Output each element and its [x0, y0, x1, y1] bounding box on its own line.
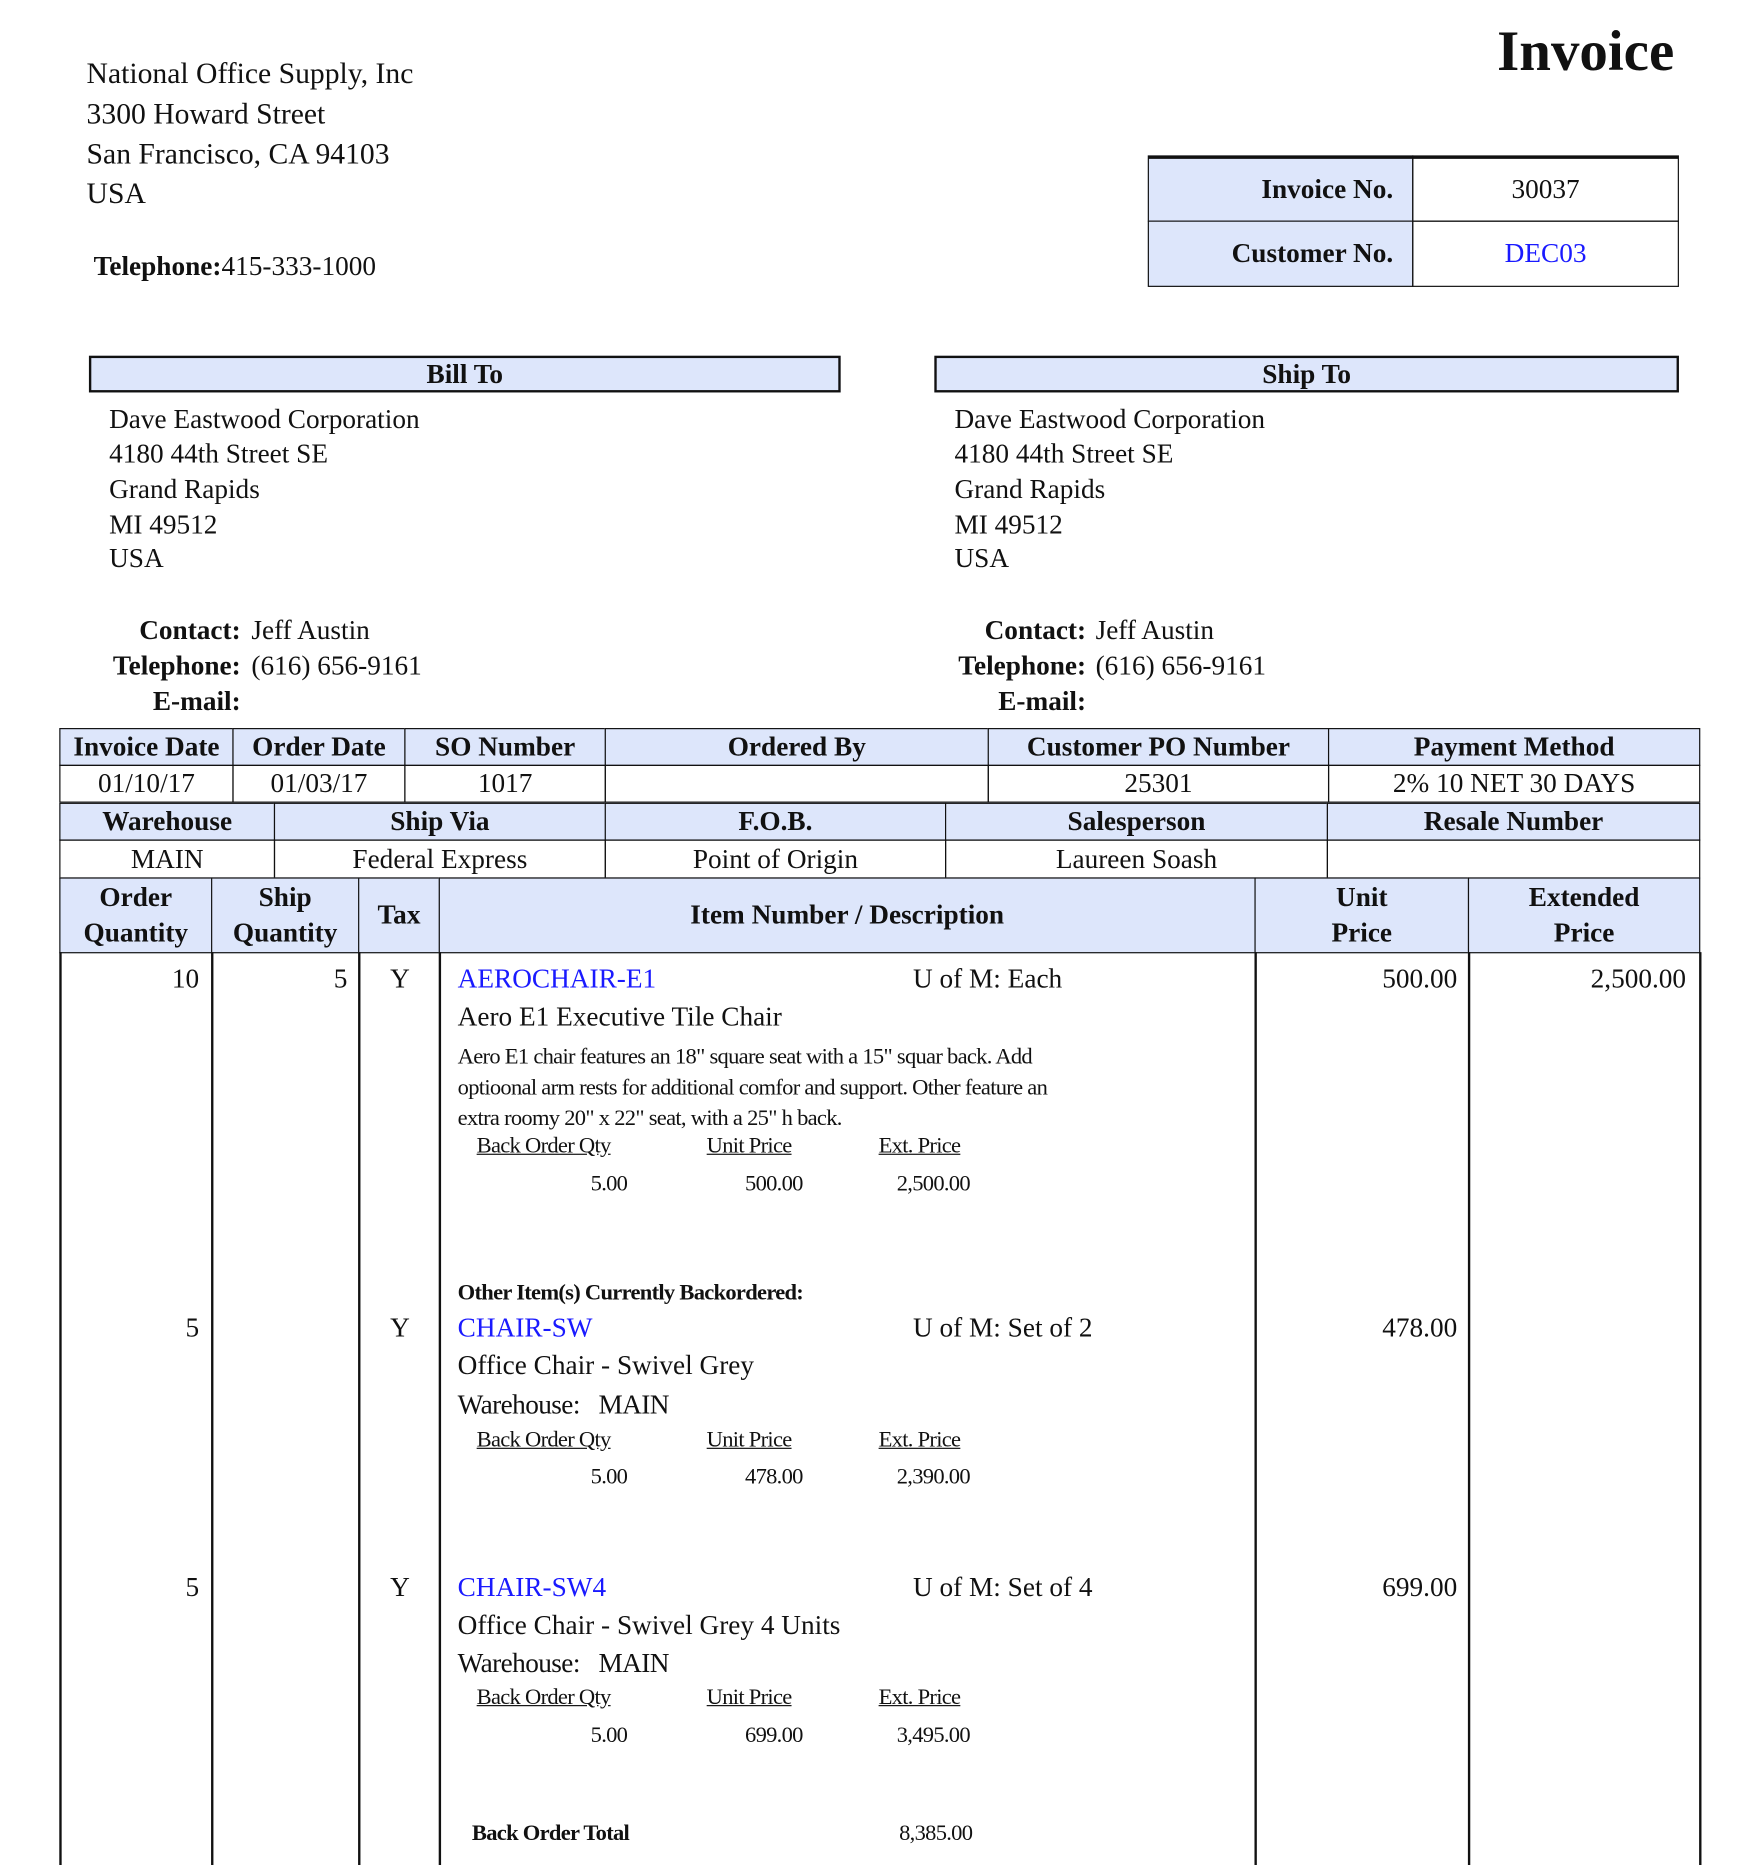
company-phone-label: Telephone:	[93, 251, 222, 282]
bill-contact: Jeff Austin	[251, 615, 370, 646]
text: Unit	[1336, 882, 1388, 912]
ship-to-line: USA	[954, 543, 1010, 573]
header-customer-po: Customer PO Number	[988, 728, 1329, 766]
bo-unit-label: Unit Price	[706, 1427, 792, 1453]
bill-to-line: Grand Rapids	[109, 474, 260, 504]
tax-flag: Y	[390, 1572, 410, 1602]
invoice-title: Invoice	[1497, 20, 1675, 83]
company-name: National Office Supply, Inc	[86, 58, 414, 91]
ship-contact-label: Contact:	[984, 615, 1087, 646]
column-divider	[1468, 952, 1470, 1865]
unit-of-measure: U of M: Set of 4	[912, 1572, 1093, 1602]
bo-qty-label: Back Order Qty	[476, 1684, 611, 1710]
header-salesperson: Salesperson	[945, 803, 1328, 841]
invoice-no-label: Invoice No.	[1148, 155, 1414, 221]
ordered-by	[605, 765, 989, 803]
text: Quantity	[83, 917, 189, 948]
header-ext-price	[1468, 877, 1700, 953]
item-description: Office Chair - Swivel Grey 4 Units	[457, 1610, 841, 1640]
warehouse: MAIN	[59, 839, 275, 878]
bill-to-line: USA	[109, 543, 164, 573]
text: Order	[99, 882, 173, 912]
header-unit-price	[1254, 877, 1469, 953]
bo-ext-label: Ext. Price	[878, 1427, 961, 1453]
column-divider	[439, 952, 441, 1865]
back-order-total-label: Back Order Total	[471, 1821, 630, 1847]
ship-to-line: Grand Rapids	[954, 474, 1106, 504]
bo-unit-label: Unit Price	[706, 1684, 792, 1710]
ship-to-line: 4180 44th Street SE	[954, 438, 1174, 469]
text: Warehouse:	[457, 1648, 580, 1678]
invoice-no-value: 30037	[1412, 155, 1679, 221]
header-ordered-by: Ordered By	[605, 728, 989, 766]
tax-flag: Y	[390, 1312, 410, 1343]
ship-phone: (616) 656-9161	[1095, 650, 1267, 681]
bo-qty-label: Back Order Qty	[476, 1427, 611, 1453]
item-number-link[interactable]: CHAIR-SW	[457, 1312, 593, 1343]
unit-price: 699.00	[1382, 1572, 1458, 1602]
ship-phone-label: Telephone:	[958, 650, 1087, 681]
text: Ship	[258, 882, 312, 912]
so-number: 1017	[404, 765, 606, 803]
header-so-number: SO Number	[404, 728, 606, 766]
bo-qty: 5.00	[590, 1464, 628, 1490]
bill-to-line: 4180 44th Street SE	[109, 438, 329, 469]
header-invoice-date: Invoice Date	[59, 728, 233, 766]
item-number-link[interactable]: AEROCHAIR-E1	[457, 963, 657, 994]
bo-ext: 3,495.00	[896, 1722, 970, 1748]
column-divider	[59, 952, 61, 1865]
customer-po: 25301	[988, 765, 1329, 803]
text: Extended	[1528, 882, 1640, 912]
invoice-date: 01/10/17	[59, 765, 233, 803]
column-divider	[1254, 952, 1256, 1865]
bill-email-label: E-mail:	[152, 686, 241, 717]
bo-unit-label: Unit Price	[706, 1133, 792, 1159]
bo-unit: 500.00	[745, 1171, 803, 1197]
unit-price: 478.00	[1382, 1312, 1458, 1343]
company-city: San Francisco, CA 94103	[86, 138, 390, 171]
unit-price: 500.00	[1382, 963, 1458, 994]
text: MAIN	[598, 1389, 669, 1420]
payment-method: 2% 10 NET 30 DAYS	[1328, 765, 1700, 803]
bill-phone-label: Telephone:	[112, 650, 241, 681]
text: Warehouse:	[457, 1389, 580, 1420]
ship-email-label: E-mail:	[998, 686, 1087, 717]
bo-unit: 478.00	[745, 1464, 803, 1490]
header-order-date: Order Date	[232, 728, 405, 766]
resale-number	[1327, 839, 1700, 878]
ship-contact: Jeff Austin	[1095, 615, 1215, 646]
item-number-link[interactable]: CHAIR-SW4	[457, 1572, 607, 1602]
header-fob: F.O.B.	[605, 803, 946, 841]
order-qty: 5	[185, 1572, 200, 1602]
customer-no-value[interactable]: DEC03	[1412, 221, 1679, 287]
header-warehouse: Warehouse	[59, 803, 275, 841]
bill-contact-label: Contact:	[139, 615, 241, 646]
company-street: 3300 Howard Street	[86, 98, 326, 131]
warehouse-line	[458, 1390, 669, 1421]
order-date: 01/03/17	[232, 765, 405, 803]
text: Price	[1553, 917, 1615, 948]
bill-to-line: Dave Eastwood Corporation	[109, 404, 420, 434]
long-description-line: Aero E1 chair features an 18" square seat with a 15" squar back. Add	[457, 1044, 1033, 1070]
unit-of-measure: U of M: Set of 2	[912, 1312, 1093, 1343]
item-description: Office Chair - Swivel Grey	[457, 1350, 755, 1381]
fob: Point of Origin	[605, 839, 946, 878]
column-divider	[211, 952, 213, 1865]
header-description: Item Number / Description	[439, 877, 1256, 953]
item-description: Aero E1 Executive Tile Chair	[457, 1001, 782, 1032]
bo-ext-label: Ext. Price	[878, 1133, 961, 1159]
header-ship-via: Ship Via	[274, 803, 606, 841]
bo-ext: 2,390.00	[896, 1464, 970, 1490]
ship-qty: 5	[333, 963, 348, 994]
unit-of-measure: U of M: Each	[912, 963, 1063, 994]
bo-qty: 5.00	[590, 1722, 628, 1748]
text: MAIN	[598, 1648, 669, 1678]
column-divider	[358, 952, 360, 1865]
bo-ext-label: Ext. Price	[878, 1684, 961, 1710]
column-divider	[1699, 952, 1701, 1865]
ext-price: 2,500.00	[1590, 963, 1687, 994]
ship-to-line: MI 49512	[954, 509, 1063, 540]
order-qty: 10	[171, 963, 200, 994]
ship-to-header: Ship To	[934, 356, 1679, 393]
bo-ext: 2,500.00	[896, 1171, 970, 1197]
order-qty: 5	[185, 1312, 200, 1343]
long-description-line: extra roomy 20" x 22" seat, with a 25" h back.	[457, 1106, 842, 1132]
text: Price	[1331, 917, 1393, 948]
bo-qty: 5.00	[590, 1171, 628, 1197]
header-resale-number: Resale Number	[1327, 803, 1700, 841]
backordered-heading: Other Item(s) Currently Backordered:	[457, 1280, 804, 1306]
header-ship-qty	[211, 877, 359, 953]
bo-qty-label: Back Order Qty	[476, 1133, 611, 1159]
tax-flag: Y	[390, 963, 410, 994]
header-order-qty	[59, 877, 212, 953]
customer-no-label: Customer No.	[1148, 221, 1414, 287]
bo-unit: 699.00	[745, 1722, 803, 1748]
ship-via: Federal Express	[274, 839, 606, 878]
bill-to-header: Bill To	[89, 356, 841, 393]
company-country: USA	[86, 177, 146, 210]
ship-to-line: Dave Eastwood Corporation	[954, 404, 1266, 434]
salesperson: Laureen Soash	[945, 839, 1328, 878]
text: Quantity	[232, 917, 338, 948]
long-description-line: optioonal arm rests for additional comfor and support. Other feature an	[457, 1075, 1048, 1101]
warehouse-line	[458, 1648, 669, 1679]
back-order-total: 8,385.00	[899, 1821, 973, 1847]
header-payment-method: Payment Method	[1328, 728, 1700, 766]
bill-to-line: MI 49512	[109, 509, 218, 540]
header-tax: Tax	[358, 877, 440, 953]
company-phone: 415-333-1000	[221, 251, 376, 282]
bill-phone: (616) 656-9161	[251, 650, 422, 681]
